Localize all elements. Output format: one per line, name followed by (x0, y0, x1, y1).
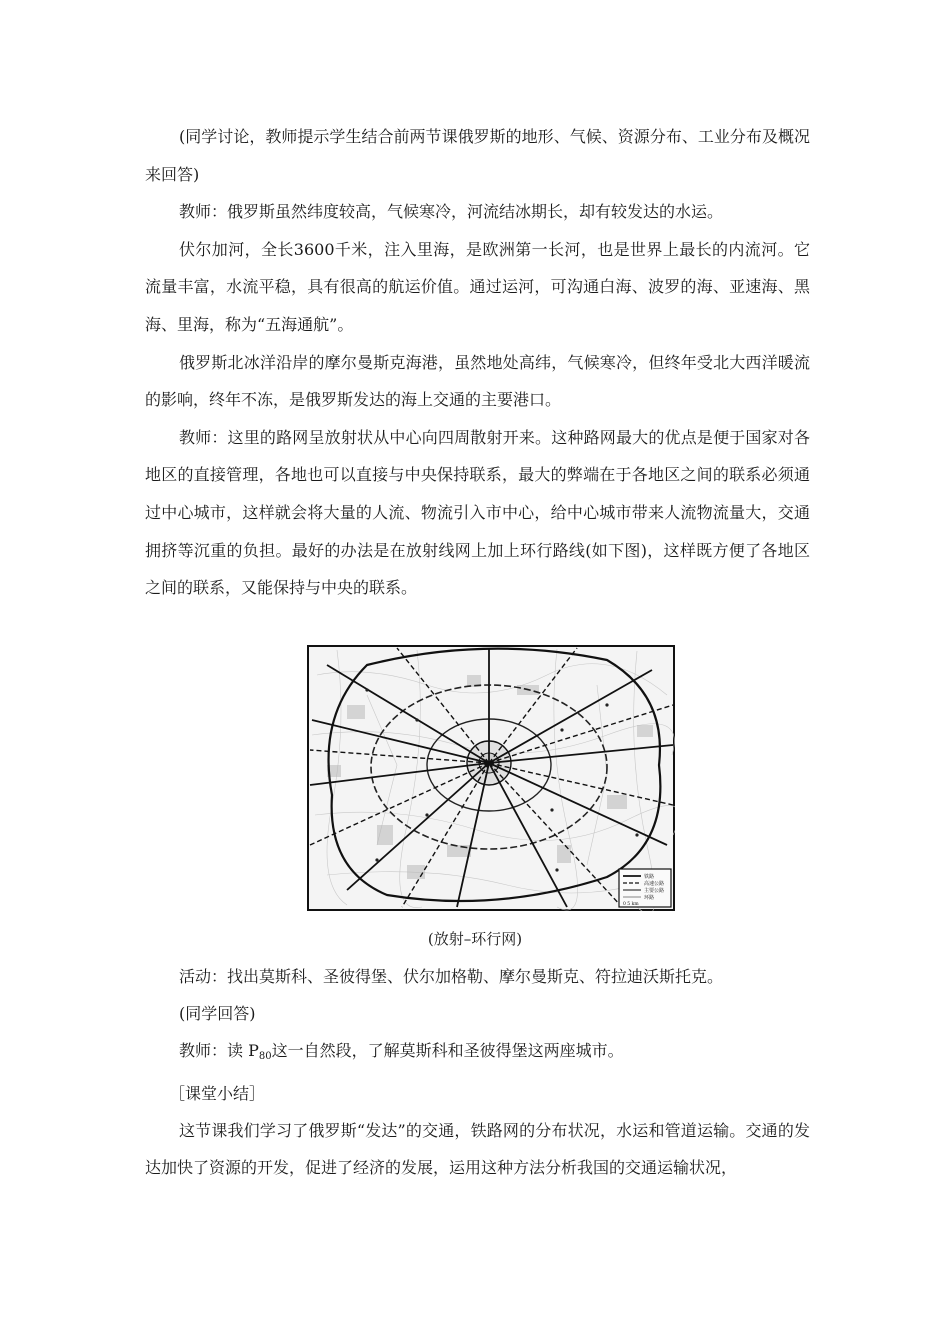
legend-scale: 0 5 km (623, 902, 639, 907)
map-legend (619, 869, 671, 907)
paragraph-answer: (同学回答) (179, 1004, 256, 1023)
radial-ring-network-map (307, 645, 675, 911)
paragraph-teacher-read (145, 1032, 810, 1075)
body-text-bottom (145, 958, 810, 1186)
paragraph-murmansk: 俄罗斯北冰洋沿岸的摩尔曼斯克海港，虽然地处高纬，气候寒冷，但终年受北大西洋暖流的影响，终年不冻，是俄罗斯发达的海上交通的主要港口。 (145, 352, 810, 410)
paragraph-summary: 这节课我们学习了俄罗斯“发达”的交通，铁路网的分布状况，水运和管道运输。交通的发达加快了资源的开发，促进了经济的发展，运用这种方法分析我国的交通运输状况， (145, 1121, 810, 1177)
legend-highway: 高速公路 (644, 881, 665, 887)
paragraph-teacher-water: 教师：俄罗斯虽然纬度较高，气候寒冷，河流结冰期长，却有较发达的水运。 (179, 202, 724, 222)
paragraph-road-network: 教师：这里的路网呈放射状从中心向四周散射开来。这种路网最大的优点是便于国家对各地区的直接管理，各地也可以直接与中央保持联系，最大的弊端在于各地区之间的联系必须通过中心城市，这样就会将大量的人流、物流引入市中心，给中心城市带来人流物流量大，交通拥挤等沉重的负担。最好的办法是在放射线网上加上环行路线(如下图)，这样既方便了各地区之间的联系，又能保持与中央的联系。 (145, 427, 810, 598)
teacher-read-suffix: 这一自然段，了解莫斯科和圣彼得堡这两座城市。 (271, 1041, 624, 1060)
page-number-subscript: 80 (258, 1051, 272, 1062)
paragraph-discussion: (同学讨论，教师提示学生结合前两节课俄罗斯的地形、气候、资源分布、工业分布及概况来回答) (145, 127, 810, 184)
legend-ring-road: 环路 (644, 895, 655, 901)
legend-railway: 铁路 (644, 874, 655, 880)
paragraph-volga: 伏尔加河，全长3600千米，注入里海，是欧洲第一长河，也是世界上最长的内流河。它流量丰富，水流平稳，具有很高的航运价值。通过运河，可沟通白海、波罗的海、亚速海、黑海、里海，称为“五海通航”。 (145, 239, 810, 334)
figure-caption: (放射–环行网) (427, 930, 523, 948)
summary-heading: ［课堂小结］ (169, 1084, 266, 1103)
teacher-read-prefix: 教师：读 P (179, 1041, 259, 1060)
legend-main-road: 主要公路 (644, 888, 665, 894)
paragraph-activity: 活动：找出莫斯科、圣彼得堡、伏尔加格勒、摩尔曼斯克、符拉迪沃斯托克。 (179, 967, 724, 986)
body-text-top (145, 118, 810, 607)
